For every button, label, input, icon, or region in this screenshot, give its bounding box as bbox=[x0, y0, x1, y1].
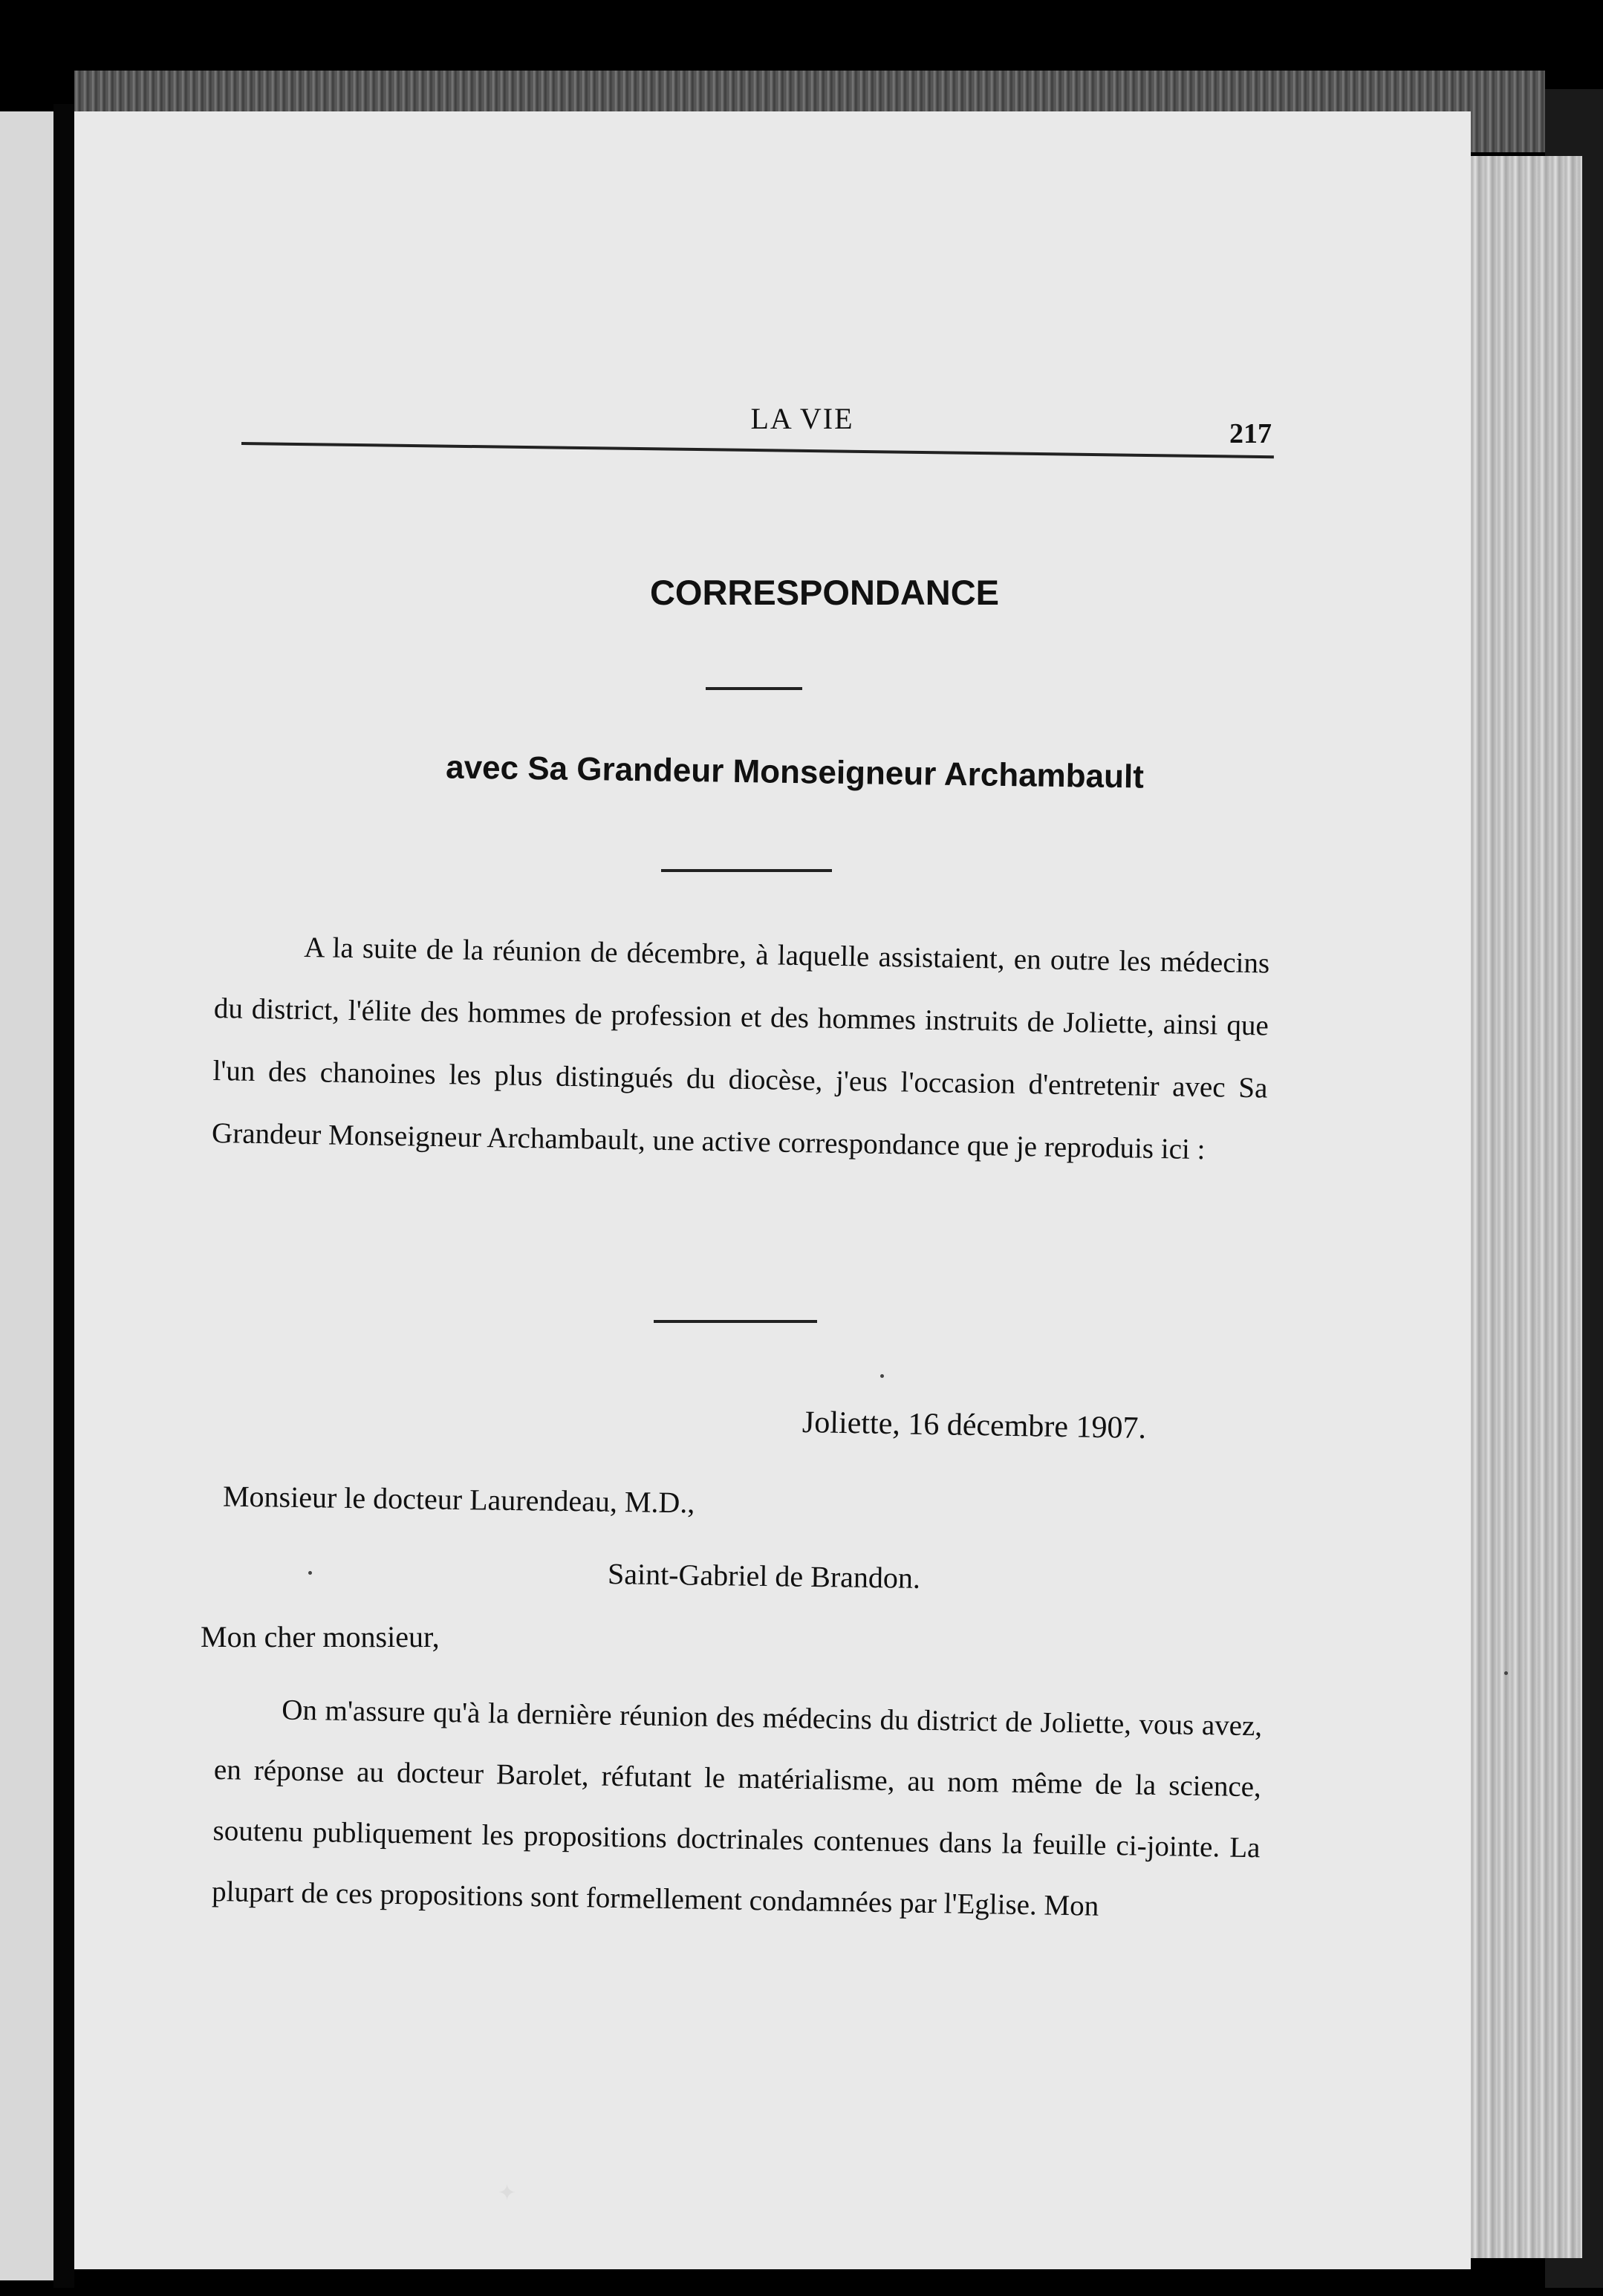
section-subtitle: avec Sa Grandeur Monseigneur Archambault bbox=[445, 749, 1145, 796]
page-stack-edge bbox=[1456, 156, 1582, 2258]
intro-paragraph: A la suite de la réunion de décembre, à laquelle assistaient, en outre les médecins du district, l'élite des hommes de profession et des hommes instruits de Joliette, ainsi que l'un des chanoines les plus distingués du diocèse, j'eus l'occasion d'entretenir avec Sa Grandeur Monseigneur Archambault, une active correspondance que je reproduis ici : bbox=[211, 931, 1270, 1166]
scan-speck bbox=[308, 1571, 312, 1575]
letter-date-line: Joliette, 16 décembre 1907. bbox=[802, 1405, 1147, 1446]
page-number: 217 bbox=[1229, 418, 1272, 449]
book-page bbox=[74, 111, 1471, 2269]
scan-speck bbox=[880, 1374, 884, 1378]
letter-body-paragraph: On m'assure qu'à la dernière réunion des médecins du district de Joliette, vous avez, en réponse au docteur Barolet, réfutant le matérialisme, au nom même de la science, soutenu publiquement les propositions doctrinales contenues dans la feuille ci-jointe. La plupart de ces propositions sont formellement condamnées par l'Eglise. Mon bbox=[211, 1694, 1263, 1922]
header-rule bbox=[241, 442, 1274, 458]
divider-rule bbox=[706, 687, 802, 690]
scan-speck bbox=[1504, 1671, 1508, 1675]
scan-artifact-mark: ✦ bbox=[498, 2181, 517, 2205]
section-title: CORRESPONDANCE bbox=[649, 573, 1000, 612]
letter-recipient-place: Saint-Gabriel de Brandon. bbox=[607, 1557, 921, 1595]
divider-rule bbox=[654, 1320, 817, 1323]
letter-recipient: Monsieur le docteur Laurendeau, M.D., bbox=[222, 1479, 695, 1520]
letter-salutation: Mon cher monsieur, bbox=[201, 1620, 440, 1653]
running-header-title: LA VIE bbox=[750, 402, 854, 435]
left-page-edge bbox=[0, 111, 53, 2280]
book-gutter bbox=[53, 104, 74, 2288]
divider-rule bbox=[661, 869, 832, 872]
